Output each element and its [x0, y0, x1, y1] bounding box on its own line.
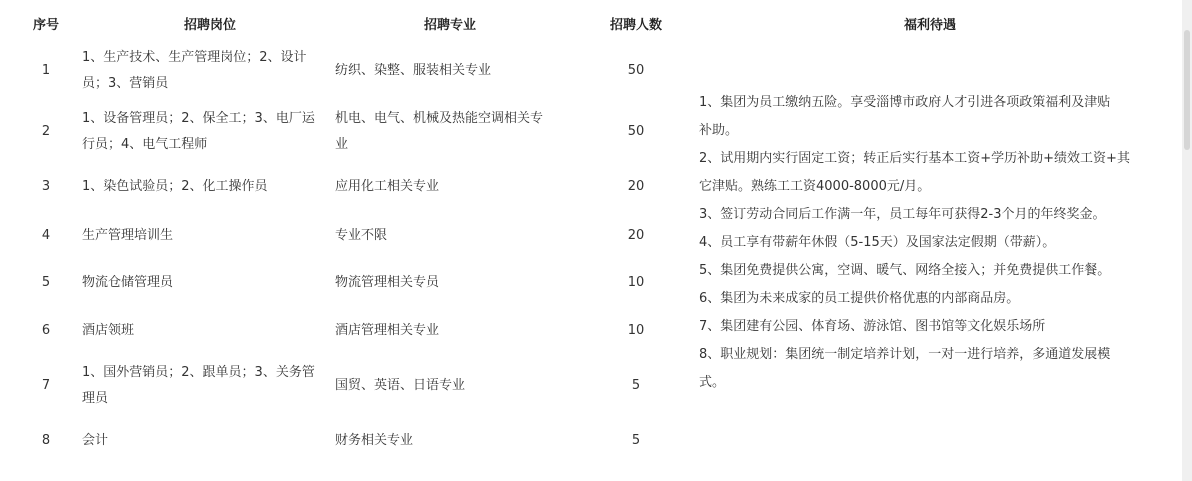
- welfare-text: [699, 89, 1161, 397]
- row-position: [82, 106, 332, 158]
- row-position: [82, 223, 332, 249]
- position-line: 理员: [82, 391, 109, 406]
- row-position: [82, 360, 332, 412]
- position-line: 酒店领班: [82, 323, 135, 338]
- welfare-line: 5、集团免费提供公寓，空调、暖气、网络全接入；并免费提供工作餐。: [699, 263, 1111, 278]
- row-major: [335, 223, 575, 249]
- welfare-line: 它津贴。熟练工工资4000-8000元/月。: [699, 179, 931, 194]
- row-major: [335, 174, 575, 200]
- vertical-scrollbar[interactable]: [1182, 0, 1192, 481]
- row-count: 5: [631, 433, 641, 448]
- header-position: 招聘岗位: [183, 18, 236, 33]
- position-line: 1、设备管理员；2、保全工；3、电厂运: [82, 111, 315, 126]
- row-major: [335, 58, 575, 84]
- position-line: 物流仓储管理员: [82, 275, 174, 290]
- major-line: 机电、电气、机械及热能空调相关专: [335, 111, 544, 126]
- table-header: [0, 14, 1192, 34]
- row-count: 10: [627, 323, 645, 338]
- row-position: [82, 428, 332, 454]
- position-line: 1、染色试验员；2、化工操作员: [82, 179, 268, 194]
- row-major: [335, 428, 575, 454]
- header-count: 招聘人数: [609, 18, 662, 33]
- major-line: 专业不限: [335, 228, 388, 243]
- row-position: [82, 318, 332, 344]
- position-line: 1、国外营销员；2、跟单员；3、关务管: [82, 365, 315, 380]
- scrollbar-thumb[interactable]: [1184, 30, 1190, 150]
- row-major: [335, 270, 575, 296]
- major-line: 应用化工相关专业: [335, 179, 440, 194]
- welfare-line: 补助。: [699, 123, 739, 138]
- welfare-line: 7、集团建有公园、体育场、游泳馆、图书馆等文化娱乐场所: [699, 319, 1046, 334]
- row-count: 50: [627, 63, 645, 78]
- row-no: 3: [41, 179, 51, 194]
- header-no: 序号: [32, 18, 59, 33]
- major-line: 物流管理相关专员: [335, 275, 440, 290]
- row-count: 20: [627, 179, 645, 194]
- major-line: 酒店管理相关专业: [335, 323, 440, 338]
- welfare-line: 3、签订劳动合同后工作满一年，员工每年可获得2-3个月的年终奖金。: [699, 207, 1106, 222]
- major-line: 业: [335, 137, 349, 152]
- row-no: 5: [41, 275, 51, 290]
- position-line: 生产管理培训生: [82, 228, 174, 243]
- welfare-line: 2、试用期内实行固定工资；转正后实行基本工资+学历补助+绩效工资+其: [699, 151, 1130, 166]
- major-line: 纺织、染整、服装相关专业: [335, 63, 492, 78]
- row-no: 8: [41, 433, 51, 448]
- row-position: [82, 174, 332, 200]
- row-count: 20: [627, 228, 645, 243]
- welfare-line: 4、员工享有带薪年休假（5-15天）及国家法定假期（带薪）。: [699, 235, 1056, 250]
- position-line: 员；3、营销员: [82, 76, 169, 91]
- major-line: 财务相关专业: [335, 433, 414, 448]
- position-line: 会计: [82, 433, 109, 448]
- welfare-line: 式。: [699, 375, 726, 390]
- row-no: 2: [41, 124, 51, 139]
- row-no: 6: [41, 323, 51, 338]
- row-major: [335, 106, 575, 158]
- header-major: 招聘专业: [423, 18, 476, 33]
- row-major: [335, 318, 575, 344]
- row-count: 5: [631, 378, 641, 393]
- row-no: 7: [41, 378, 51, 393]
- welfare-line: 8、职业规划：集团统一制定培养计划，一对一进行培养，多通道发展模: [699, 347, 1111, 362]
- row-count: 50: [627, 124, 645, 139]
- major-line: 国贸、英语、日语专业: [335, 378, 466, 393]
- position-line: 1、生产技术、生产管理岗位；2、设计: [82, 50, 307, 65]
- row-no: 1: [41, 63, 51, 78]
- row-major: [335, 373, 575, 399]
- row-no: 4: [41, 228, 51, 243]
- welfare-line: 6、集团为未来成家的员工提供价格优惠的内部商品房。: [699, 291, 1020, 306]
- row-position: [82, 45, 332, 97]
- position-line: 行员；4、电气工程师: [82, 137, 208, 152]
- row-position: [82, 270, 332, 296]
- header-welfare: 福利待遇: [903, 18, 956, 33]
- welfare-line: 1、集团为员工缴纳五险。享受淄博市政府人才引进各项政策福利及津贴: [699, 95, 1111, 110]
- row-count: 10: [627, 275, 645, 290]
